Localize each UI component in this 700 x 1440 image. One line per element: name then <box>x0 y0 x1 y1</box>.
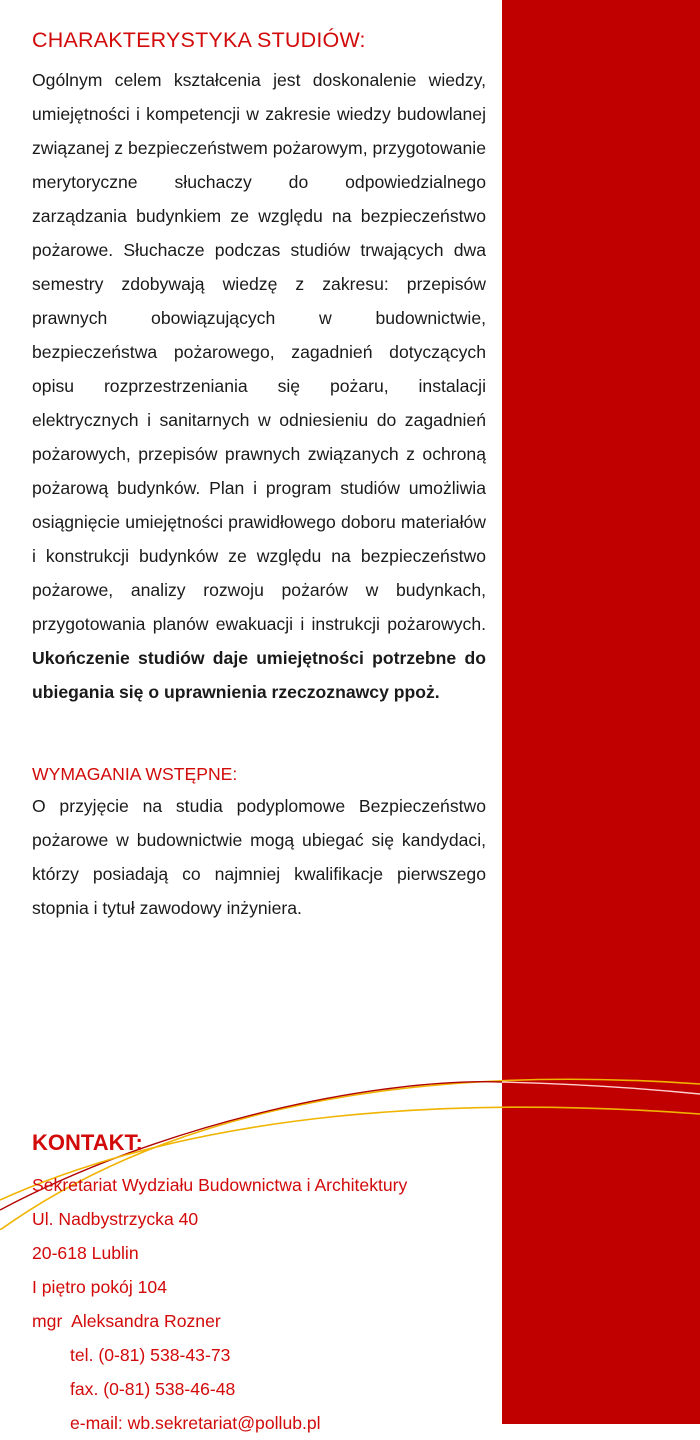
requirements-heading: WYMAGANIA WSTĘPNE: <box>32 764 238 784</box>
characteristics-heading: CHARAKTERYSTYKA STUDIÓW: <box>32 28 366 52</box>
contact-details <box>32 1168 492 1440</box>
contact-person: mgr Aleksandra Rozner <box>32 1311 221 1331</box>
characteristics-text <box>32 63 486 709</box>
contact-office: Sekretariat Wydziału Budownictwa i Architektury <box>32 1175 408 1195</box>
characteristics-bold-statement: Ukończenie studiów daje umiejętności potrzebne do ubiegania się o uprawnienia rzeczoznawcy ppoż. <box>32 648 486 702</box>
main-content <box>32 28 486 925</box>
contact-phone: tel. (0-81) 538-43-73 <box>70 1345 231 1365</box>
contact-street: Ul. Nadbystrzycka 40 <box>32 1209 199 1229</box>
characteristics-body: Ogólnym celem kształcenia jest doskonalenie wiedzy, umiejętności i kompetencji w zakresie wiedzy budowlanej związanej z bezpieczeństwem pożarowym, przygotowanie merytoryczne słuchaczy do odpowiedzialnego zarządzania budynkiem ze względu na bezpieczeństwo pożarowe. Słuchacze podczas studiów trwających dwa semestry zdobywają wiedzę z zakresu: przepisów prawnych obowiązujących w budownictwie, bezpieczeństwa pożarowego, zagadnień dotyczących opisu rozprzestrzeniania się pożaru, instalacji elektrycznych i sanitarnych w odniesieniu do zagadnień pożarowych, przepisów prawnych związanych z ochroną pożarową budynków. Plan i program studiów umożliwia osiągnięcie umiejętności prawidłowego doboru materiałów i konstrukcji budynków ze względu na bezpieczeństwo pożarowe, analizy rozwoju pożarów w budynkach, przygotowania planów ewakuacji i instrukcji pożarowych. <box>32 70 486 634</box>
requirements-text: O przyjęcie na studia podyplomowe Bezpieczeństwo pożarowe w budownictwie mogą ubiegać się kandydaci, którzy posiadają co najmniej kwalifikacje pierwszego stopnia i tytuł zawodowy inżyniera. <box>32 796 486 918</box>
contact-heading: KONTAKT: <box>32 1130 143 1155</box>
swoosh-red-line-white <box>502 1082 700 1094</box>
contact-room: I piętro pokój 104 <box>32 1277 167 1297</box>
contact-city: 20-618 Lublin <box>32 1243 139 1263</box>
contact-fax: fax. (0-81) 538-46-48 <box>70 1379 236 1399</box>
contact-email-link[interactable]: e-mail: wb.sekretariat@pollub.pl <box>70 1413 321 1433</box>
